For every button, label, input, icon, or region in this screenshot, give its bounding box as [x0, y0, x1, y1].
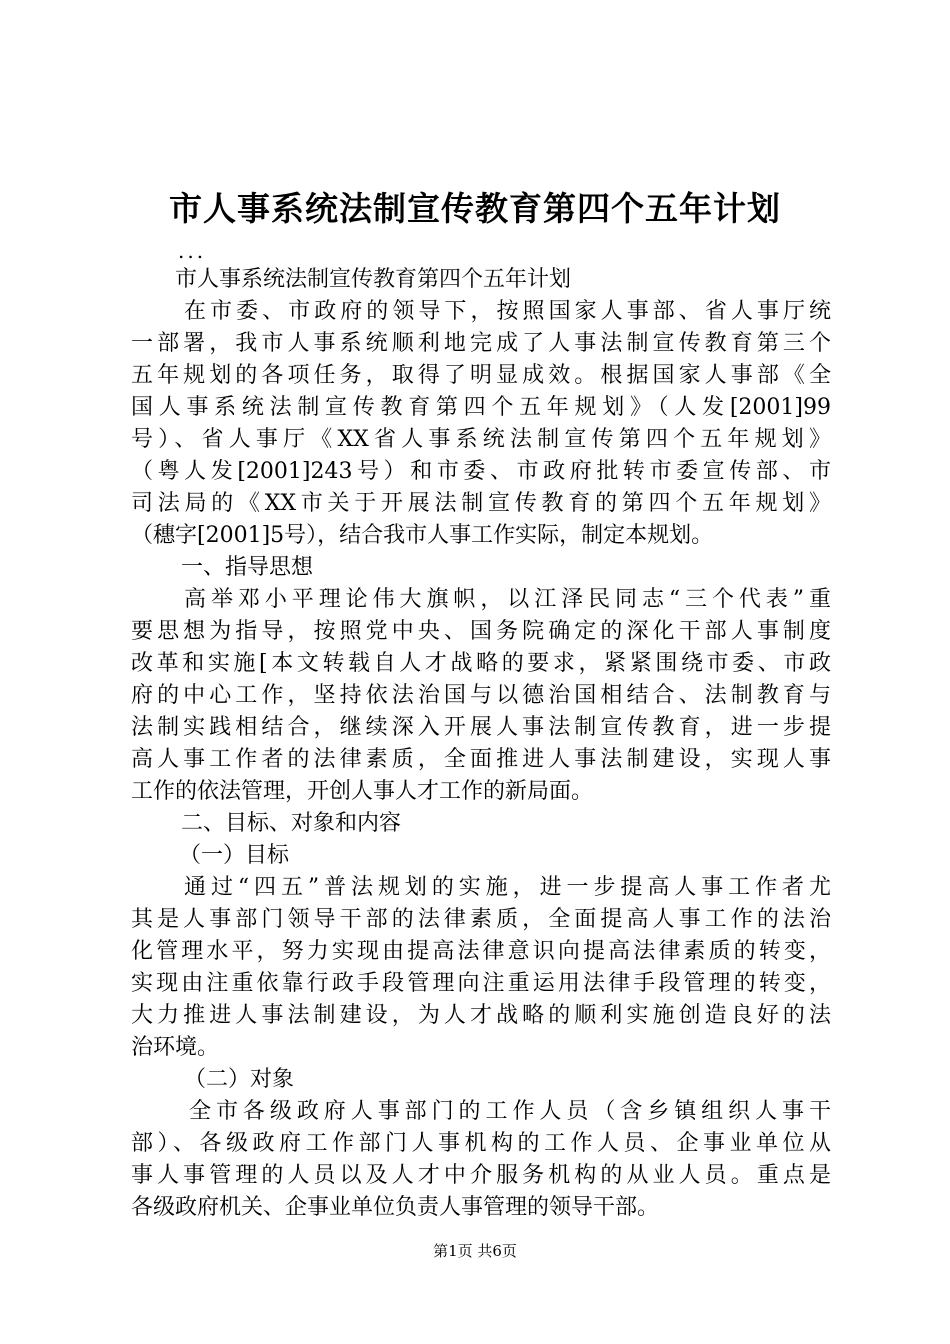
- paragraph-line: 国人事系统法制宣传教育第四个五年规划》（人发[2001]99: [131, 395, 831, 420]
- paragraph-line: 一部署，我市人事系统顺利地完成了人事法制宣传教育第三个: [131, 331, 831, 356]
- paragraph-line: 在市委、市政府的领导下，按照国家人事部、省人事厅统: [184, 299, 831, 324]
- paragraph-line: 五年规划的各项任务，取得了明显成效。根据国家人事部《全: [131, 363, 831, 388]
- paragraph-line: 府的中心工作，坚持依法治国与以德治国相结合、法制教育与: [131, 683, 831, 708]
- subsection-heading: （一）目标: [179, 843, 290, 868]
- paragraph-line: （粤人发[2001]243号）和市委、市政府批转市委宣传部、市: [131, 459, 831, 484]
- paragraph-line: 高举邓小平理论伟大旗帜，以江泽民同志“三个代表”重: [184, 587, 831, 612]
- paragraph-line: 要思想为指导，按照党中央、国务院确定的深化干部人事制度: [131, 619, 831, 644]
- subsection-heading: （二）对象: [184, 1067, 295, 1092]
- paragraph-line: 号）、省人事厅《XX省人事系统法制宣传第四个五年规划》: [131, 427, 831, 452]
- subtitle-line: 市人事系统法制宣传教育第四个五年计划: [175, 267, 572, 292]
- ellipsis: ...: [178, 239, 207, 263]
- paragraph-line: 改革和实施[本文转载自人才战略的要求，紧紧围绕市委、市政: [131, 651, 831, 676]
- paragraph-line: 实现由注重依靠行政手段管理向注重运用法律手段管理的转变，: [131, 971, 831, 996]
- paragraph-line: （穗字[2001]5号），结合我市人事工作实际，制定本规划。: [131, 523, 714, 548]
- paragraph-line: 法制实践相结合，继续深入开展人事法制宣传教育，进一步提: [131, 715, 831, 740]
- section-heading: 一、指导思想: [181, 555, 314, 580]
- paragraph-line: 部）、各级政府工作部门人事机构的工作人员、企事业单位从: [131, 1131, 831, 1156]
- paragraph-line: 其是人事部门领导干部的法律素质，全面提高人事工作的法治: [131, 907, 831, 932]
- section-heading: 二、目标、对象和内容: [181, 811, 402, 836]
- paragraph-line: 通过“四五”普法规划的实施，进一步提高人事工作者尤: [184, 875, 831, 900]
- paragraph-line: 化管理水平，努力实现由提高法律意识向提高法律素质的转变，: [131, 939, 831, 964]
- paragraph-line: 高人事工作者的法律素质，全面推进人事法制建设，实现人事: [131, 747, 831, 772]
- document-body: [131, 264, 831, 1224]
- paragraph-line: 治环境。: [131, 1035, 220, 1060]
- paragraph-line: 大力推进人事法制建设，为人才战略的顺利实施创造良好的法: [131, 1003, 831, 1028]
- paragraph-line: 事人事管理的人员以及人才中介服务机构的从业人员。重点是: [131, 1163, 831, 1188]
- paragraph-line: 司法局的《XX市关于开展法制宣传教育的第四个五年规划》: [131, 491, 831, 516]
- paragraph-line: 工作的依法管理，开创人事人才工作的新局面。: [131, 779, 594, 804]
- paragraph-line: 全市各级政府人事部门的工作人员（含乡镇组织人事干: [189, 1099, 831, 1124]
- document-title: 市人事系统法制宣传教育第四个五年计划: [169, 189, 781, 228]
- page-number-footer: 第1页 共6页: [433, 1242, 517, 1260]
- paragraph-line: 各级政府机关、企事业单位负责人事管理的领导干部。: [131, 1195, 660, 1220]
